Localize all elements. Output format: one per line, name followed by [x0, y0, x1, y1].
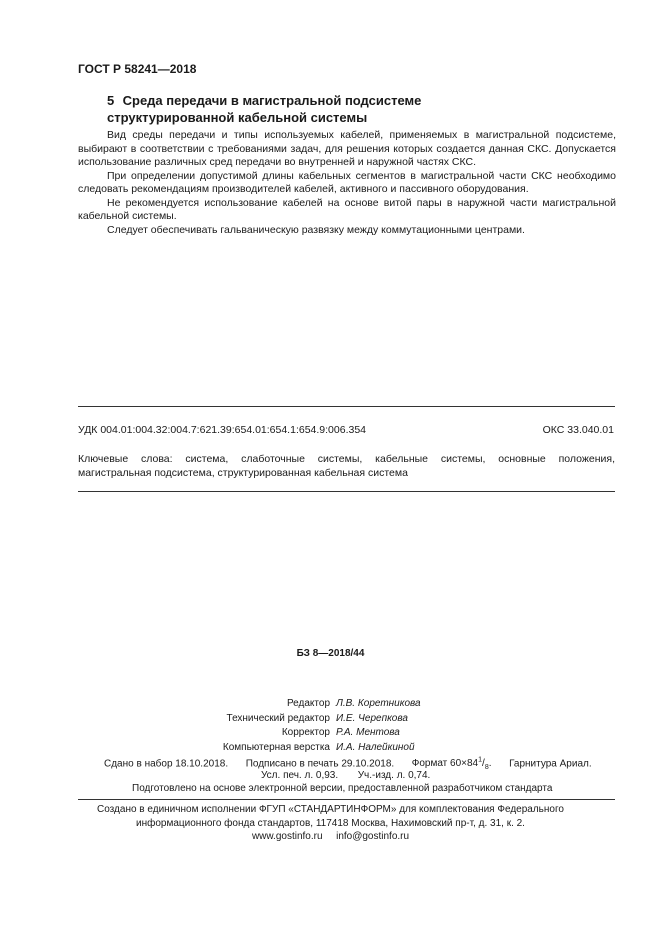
- staff-row: [103, 697, 421, 712]
- keywords-block: [78, 452, 615, 480]
- bz-number: БЗ 8—2018/44: [296, 648, 365, 659]
- email-link[interactable]: info@gostinfo.ru: [336, 831, 410, 842]
- section-body: [78, 129, 616, 237]
- keywords-line: магистральная подсистема, структурированная кабельная система: [78, 467, 408, 479]
- website-link[interactable]: www.gostinfo.ru: [251, 831, 323, 842]
- standard-designation: ГОСТ Р 58241—2018: [78, 62, 197, 76]
- udk-code: УДК 004.01:004.32:004.7:621.39:654.01:654.1:654.9:006.354: [78, 424, 367, 436]
- paragraph: Вид среды передачи и типы используемых кабелей, применяемых в магистральной подсистеме, выбирают в соответствии с требованиями задач, для решения которых создается данная СКС. Допускается использование различных сред передачи во внутренней и наружной частях СКС.: [78, 129, 616, 168]
- editorial-staff: [103, 697, 421, 755]
- staff-role: Компьютерная верстка: [222, 741, 330, 753]
- staff-row: [103, 712, 421, 727]
- footer-line: информационного фонда стандартов, 117418 Москва, Нахимовский пр-т, д. 31, к. 2.: [136, 817, 525, 829]
- staff-person: И.А. Налейкиной: [336, 741, 415, 753]
- staff-role: Редактор: [286, 698, 330, 709]
- sent-date: Сдано в набор 18.10.2018.: [104, 758, 229, 770]
- paragraph: При определении допустимой длины кабельных сегментов в магистральной части СКС необходимо следовать рекомендациям производителей кабелей, активного и пассивного оборудования.: [78, 169, 616, 195]
- staff-role: Корректор: [281, 727, 330, 738]
- typeface: Гарнитура Ариал.: [509, 758, 592, 770]
- prepared-note: Подготовлено на основе электронной версии, предоставленной разработчиком стандарта: [132, 783, 553, 794]
- staff-person: И.Е. Черепкова: [336, 712, 408, 724]
- section-title-line2: структурированной кабельной системы: [107, 110, 368, 125]
- staff-role: Технический редактор: [226, 712, 330, 724]
- section-title-line1: Среда передачи в магистральной подсистеме: [122, 93, 422, 108]
- staff-person: Л.В. Коретникова: [336, 698, 421, 709]
- divider: [78, 491, 615, 492]
- section-number: 5: [107, 93, 115, 108]
- section-heading: [107, 92, 421, 126]
- staff-person: Р.А. Ментова: [336, 727, 400, 738]
- oks-code: ОКС 33.040.01: [542, 424, 614, 436]
- staff-row: [103, 741, 421, 756]
- sheets-line: [261, 770, 430, 781]
- paper-format: Формат $60\times 84^1/_8$.: [411, 757, 492, 772]
- publish-sheets: Уч.-изд. л. 0,74.: [357, 770, 431, 781]
- paragraph: Не рекомендуется использование кабелей на основе витой пары в наружной части магистральной кабельной системы.: [78, 196, 616, 222]
- staff-row: [103, 726, 421, 741]
- print-sheets: Усл. печ. л. 0,93.: [261, 770, 339, 781]
- divider: [78, 406, 615, 407]
- publisher-footer: [0, 803, 661, 844]
- divider: [78, 799, 615, 800]
- signed-date: Подписано в печать 29.10.2018.: [245, 758, 395, 770]
- footer-line: Создано в единичном исполнении ФГУП «СТАНДАРТИНФОРМ» для комплектования Федерального: [97, 804, 564, 815]
- footer-contacts: [0, 830, 661, 844]
- paragraph: Следует обеспечивать гальваническую развязку между коммутационными центрами.: [107, 223, 525, 236]
- keywords-line: Ключевые слова: система, слаботочные системы, кабельные системы, основные положения,: [78, 453, 615, 465]
